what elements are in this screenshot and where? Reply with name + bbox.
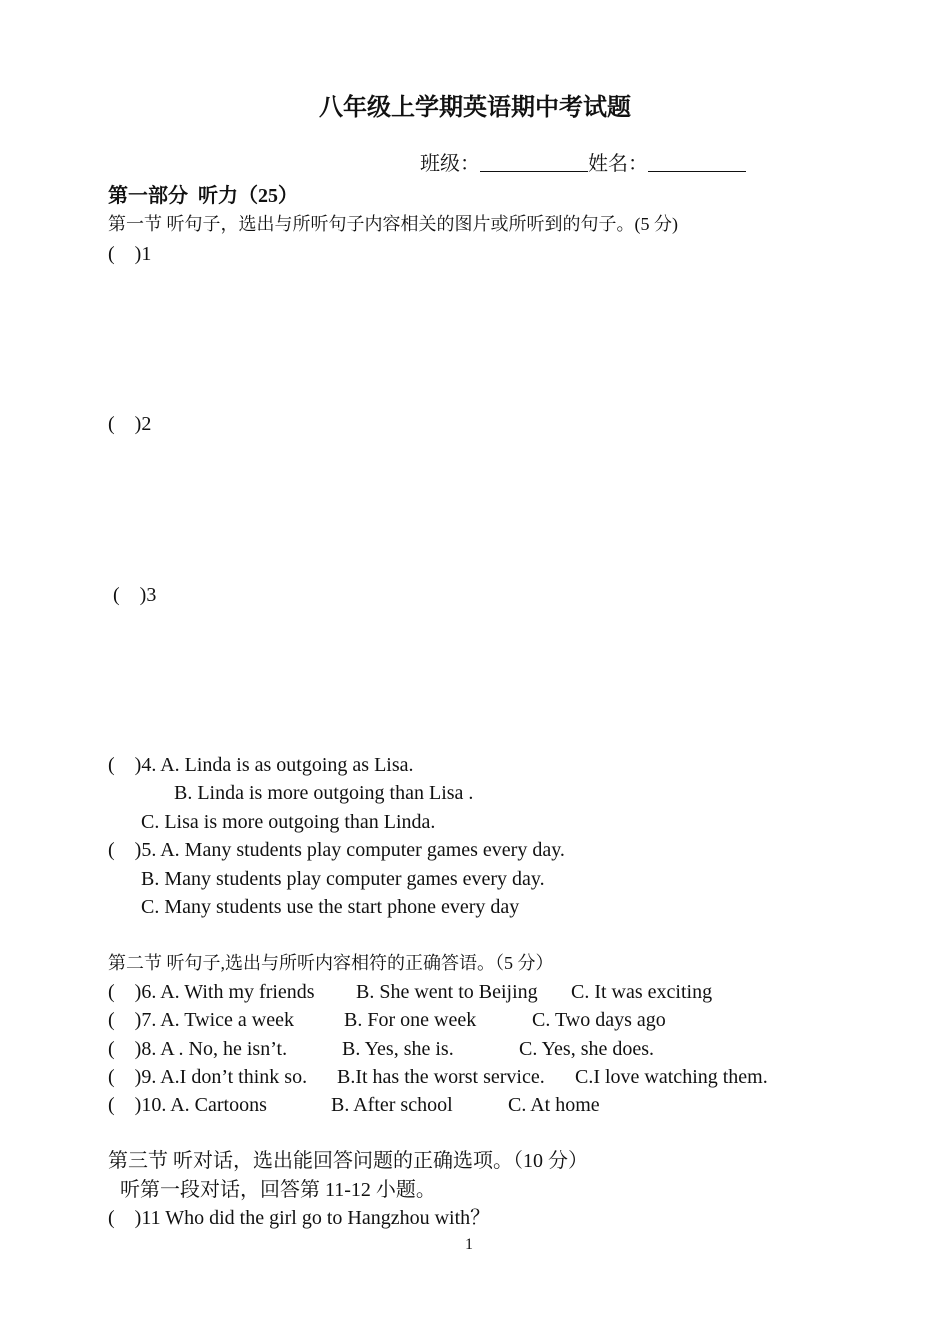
question-7-option-b: B. For one week [344,1009,477,1031]
question-9-option-b: B.It has the worst service. [337,1066,545,1088]
section3-subinstruction: 听第一段对话，回答第 11-12 小题。 [120,1179,436,1201]
class-label: 班级： [420,153,480,175]
question-9-option-c: C.I love watching them. [575,1066,768,1088]
question-4-option-b: B. Linda is more outgoing than Lisa . [174,782,474,804]
question-8-option-b: B. Yes, she is. [342,1038,454,1060]
page-number: 1 [465,1236,473,1253]
question-6-option-b: B. She went to Beijing [356,981,538,1003]
name-blank [648,153,746,172]
page-title: 八年级上学期英语期中考试题 [319,95,631,121]
question-4-option-c: C. Lisa is more outgoing than Linda. [141,811,436,833]
question-10-option-c: C. At home [508,1094,600,1116]
question-9-option-a: ( )9. A.I don’t think so. [108,1066,308,1088]
question-8-option-c: C. Yes, she does. [519,1038,655,1060]
question-2: ( )2 [108,413,152,435]
question-5-option-c: C. Many students use the start phone every day [141,896,520,918]
question-10-option-b: B. After school [331,1094,453,1116]
question-10-option-a: ( )10. A. Cartoons [108,1094,267,1116]
question-5-option-b: B. Many students play computer games every day. [141,868,545,890]
student-info [400,128,746,200]
question-7-option-a: ( )7. A. Twice a week [108,1009,294,1031]
section2-instruction: 第二节 听句子,选出与所听内容相符的正确答语。（5 分） [108,953,554,973]
question-4: ( )4. A. Linda is as outgoing as Lisa. [108,754,414,776]
question-6-option-c: C. It was exciting [571,981,713,1003]
part1-heading: 第一部分 听力（25） [108,185,298,207]
question-3: ( )3 [113,584,157,606]
section1-instruction: 第一节 听句子，选出与所听句子内容相关的图片或所听到的句子。(5 分) [108,214,678,234]
question-6-option-a: ( )6. A. With my friends [108,981,315,1003]
section3-instruction: 第三节 听对话，选出能回答问题的正确选项。（10 分） [108,1150,588,1172]
question-8-option-a: ( )8. A . No, he isn’t. [108,1038,288,1060]
question-7-option-c: C. Two days ago [532,1009,666,1031]
question-1: ( )1 [108,243,152,265]
question-5: ( )5. A. Many students play computer games every day. [108,839,565,861]
question-11: ( )11 Who did the girl go to Hangzhou with？ [108,1207,491,1229]
class-blank [480,153,588,172]
name-label: 姓名： [588,153,648,175]
